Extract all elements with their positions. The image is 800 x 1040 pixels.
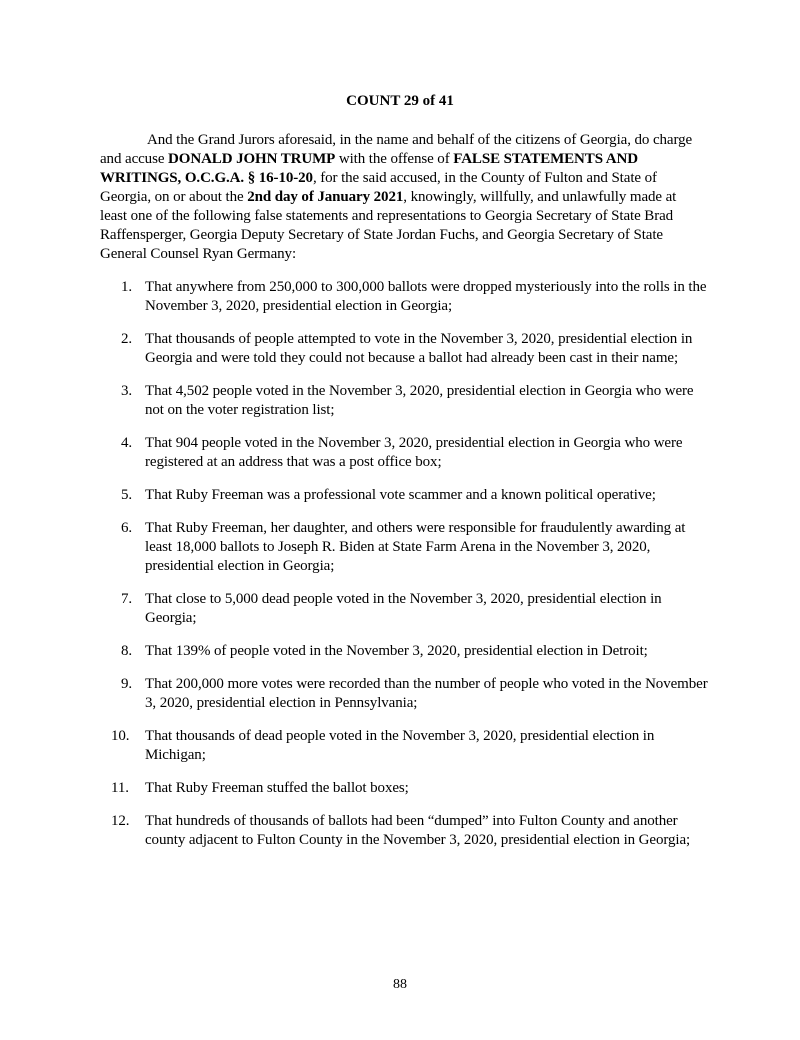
list-item: [122, 434, 714, 472]
list-item: [122, 486, 714, 505]
intro-text-1: And the Grand Jurors aforesaid, in the name and behalf of the citizens of Georgia, do charge and accuse: [100, 132, 693, 167]
count-title: COUNT 29 of 41: [346, 93, 454, 109]
list-item-number: 3.: [121, 383, 133, 399]
list-item-number: 1.: [121, 279, 133, 295]
list-item-number: 11.: [111, 780, 129, 796]
list-item-text: That Ruby Freeman was a professional vote scammer and a known political operative;: [145, 487, 656, 503]
list-item-text: That 200,000 more votes were recorded than the number of people who voted in the November 3, 2020, presidential election in Pennsylvania;: [145, 676, 708, 711]
false-statements-list: [111, 278, 714, 864]
list-item-number: 12.: [111, 813, 130, 829]
list-item: [122, 382, 714, 420]
list-item-number: 6.: [121, 520, 133, 536]
list-item-text: That close to 5,000 dead people voted in the November 3, 2020, presidential election in Georgia;: [145, 591, 662, 626]
list-item: [122, 590, 714, 628]
offense-date: 2nd day of January 2021: [247, 189, 404, 205]
list-item: [122, 642, 714, 661]
list-item: [122, 519, 714, 576]
intro-text-4: , knowingly, willfully, and unlawfully made at least one of the following false statements and representations to Georgia Secretary of State Brad Raffensperger, Georgia Deputy Secretary of State Jordan Fuchs, and Georgia Secretary of State General Counsel Ryan Germany:: [100, 189, 677, 262]
list-item-number: 7.: [121, 591, 133, 607]
list-item: [122, 675, 714, 713]
list-item-text: That thousands of people attempted to vote in the November 3, 2020, presidential election in Georgia and were told they could not because a ballot had already been cast in their name;: [145, 331, 693, 366]
list-item-text: That Ruby Freeman stuffed the ballot boxes;: [145, 780, 409, 796]
list-item-number: 9.: [121, 676, 133, 692]
page-number: 88: [393, 977, 407, 992]
list-item-text: That anywhere from 250,000 to 300,000 ballots were dropped mysteriously into the rolls in the November 3, 2020, presidential election in Georgia;: [145, 279, 707, 314]
accused-name: DONALD JOHN TRUMP: [168, 151, 336, 167]
intro-text-2: with the offense of: [335, 151, 454, 167]
list-item: [122, 278, 714, 316]
list-item-text: That thousands of dead people voted in the November 3, 2020, presidential election in Michigan;: [145, 728, 655, 763]
intro-text-3: , for the said accused, in the County of Fulton and State of Georgia, on or about the: [100, 170, 657, 205]
list-item-text: That Ruby Freeman, her daughter, and others were responsible for fraudulently awarding at least 18,000 ballots to Joseph R. Biden at State Farm Arena in the November 3, 2020, presidential election in Georgia;: [145, 520, 686, 574]
list-item-text: That hundreds of thousands of ballots had been “dumped” into Fulton County and another county adjacent to Fulton County in the November 3, 2020, presidential election in Georgia;: [145, 813, 691, 848]
offense-name: FALSE STATEMENTS AND WRITINGS, O.C.G.A. § 16-10-20: [100, 151, 638, 186]
list-item: [111, 727, 714, 765]
list-item: [111, 779, 714, 798]
list-item-text: That 4,502 people voted in the November 3, 2020, presidential election in Georgia who were not on the voter registration list;: [145, 383, 694, 418]
list-item-text: That 139% of people voted in the November 3, 2020, presidential election in Detroit;: [145, 643, 648, 659]
list-item-number: 10.: [111, 728, 130, 744]
list-item-number: 4.: [121, 435, 133, 451]
intro-paragraph: [100, 131, 706, 264]
list-item: [111, 812, 714, 850]
list-item-text: That 904 people voted in the November 3, 2020, presidential election in Georgia who were registered at an address that was a post office box;: [145, 435, 683, 470]
list-item-number: 8.: [121, 643, 133, 659]
list-item-number: 2.: [121, 331, 133, 347]
list-item-number: 5.: [121, 487, 133, 503]
list-item: [122, 330, 714, 368]
